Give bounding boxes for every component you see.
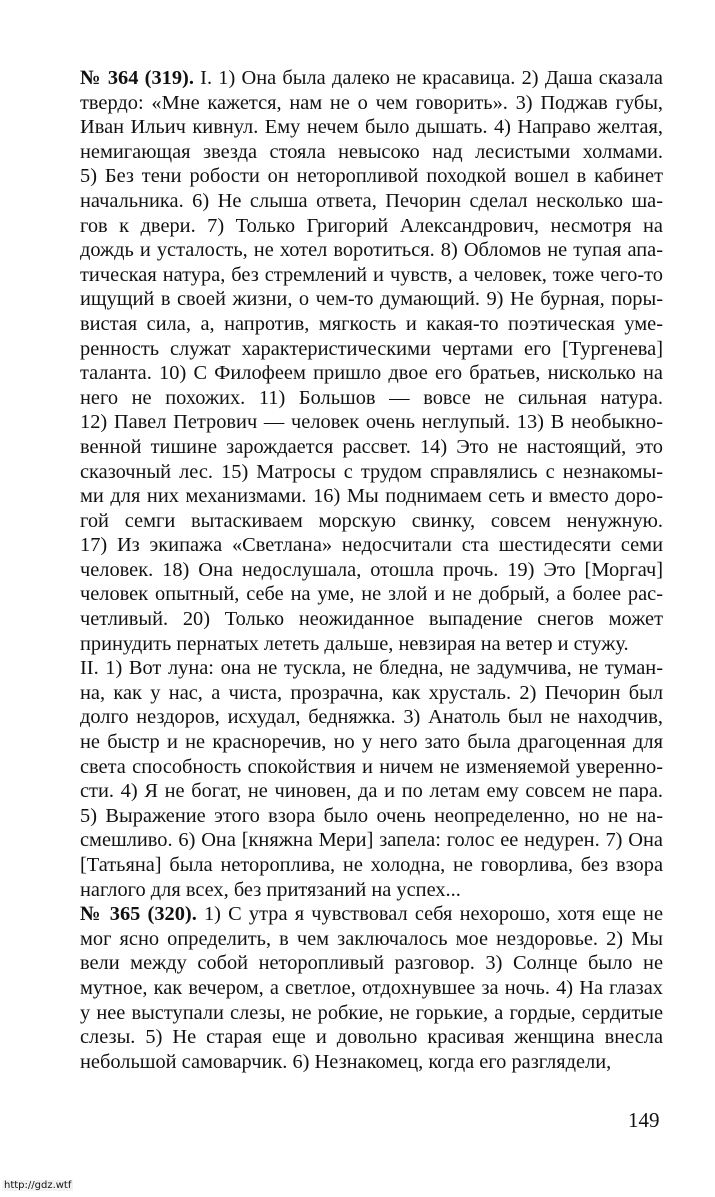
- text-line: [80, 558, 663, 583]
- text-line: [80, 410, 663, 435]
- line-text: него не похожих. 11) Большов — вовсе не сильная натура.: [80, 386, 663, 409]
- line-text: не быстр и не красноречив, но у него зато была драгоценная для: [80, 731, 663, 754]
- line-text: I. 1) Она была далеко не красавица. 2) Даша сказала: [193, 67, 663, 89]
- line-text: на, как у нас, а чиста, прозрачна, как хрусталь. 2) Печорин был: [80, 681, 663, 704]
- text-line: [80, 287, 663, 312]
- text-line: [80, 1025, 663, 1050]
- text-line: [80, 779, 663, 804]
- line-text: дождь и усталость, не хотел воротиться. 8) Обломов не тупая апа-: [80, 239, 663, 262]
- text-line: [80, 681, 663, 706]
- line-text: четливый. 20) Только неожиданное выпадение снегов может: [80, 608, 663, 631]
- text-line: [80, 312, 663, 337]
- text-line: [80, 927, 663, 952]
- text-line: [80, 164, 663, 189]
- text-line: [80, 386, 663, 411]
- text-line: [80, 705, 663, 730]
- text-line: [80, 607, 663, 632]
- line-text: небольшой самоварчик. 6) Незнакомец, когда его разглядели,: [80, 1050, 612, 1073]
- text-line: [80, 533, 663, 558]
- text-line: [80, 337, 663, 362]
- line-text: гой семги вытаскиваем морскую свинку, совсем ненужную.: [80, 509, 663, 532]
- text-line: [80, 656, 663, 681]
- line-text: ренность служат характеристическими чертами его [Тургенева]: [80, 337, 663, 360]
- line-text: мутное, как вечером, а светлое, отдохнувшее за ночь. 4) На глазах: [80, 976, 663, 999]
- text-line: [80, 263, 663, 288]
- line-text: 17) Из экипажа «Светлана» недосчитали ста шестидесяти семи: [80, 534, 663, 557]
- text-line: [80, 238, 663, 263]
- text-line: [80, 460, 663, 485]
- text-line: [80, 730, 663, 755]
- text-line: [80, 361, 663, 386]
- watermark: http://gdz.wtf: [4, 1180, 72, 1191]
- text-line: [80, 582, 663, 607]
- line-text: слезы. 5) Не старая еще и довольно красивая женщина внесла: [80, 1026, 663, 1049]
- line-text: [Татьяна] была нетороплива, не холодна, не говорлива, без взора: [80, 854, 663, 876]
- text-line: [80, 632, 663, 657]
- text-line: [80, 755, 663, 780]
- text-line: [80, 828, 663, 853]
- text-line: [80, 140, 663, 165]
- text-line: [80, 976, 663, 1001]
- text-line: [80, 853, 663, 878]
- text-line: [80, 1001, 663, 1026]
- text-line: [80, 115, 663, 140]
- line-text: Иван Ильич кивнул. Ему нечем было дышать. 4) Направо желтая,: [80, 116, 663, 139]
- text-line: [80, 66, 663, 91]
- line-text: немигающая звезда стояла невысоко над лесистыми холмами.: [80, 140, 663, 163]
- document-text: [80, 66, 663, 1074]
- line-text: человек. 18) Она недослушала, отошла прочь. 19) Это [Моргач]: [80, 558, 663, 581]
- line-text: гов к двери. 7) Только Григорий Александрович, несмотря на: [80, 214, 663, 237]
- line-text: начальника. 6) Не слыша ответа, Печорин сделал несколько ша-: [80, 189, 663, 212]
- line-text: смешливо. 6) Она [княжна Мери] запела: голос ее недурен. 7) Она: [80, 829, 663, 852]
- text-line: [80, 91, 663, 116]
- line-text: 12) Павел Петрович — человек очень неглупый. 13) В необыкно-: [80, 411, 663, 434]
- text-line: [80, 1050, 663, 1075]
- line-text: 5) Выражение этого взора было очень неопределенно, но не на-: [80, 804, 663, 827]
- text-line: [80, 804, 663, 829]
- text-line: [80, 509, 663, 534]
- line-text: человек опытный, себе на уме, не злой и не добрый, а более рас-: [80, 583, 663, 606]
- line-text: принудить пернатых лететь дальше, невзирая на ветер и стужу.: [80, 632, 629, 655]
- line-text: тическая натура, без стремлений и чувств, а человек, тоже чего-то: [80, 263, 663, 286]
- line-text: сказочный лес. 15) Матросы с трудом справлялись с незнакомы-: [80, 460, 663, 483]
- line-text: мог ясно определить, в чем заключалось мое нездоровье. 2) Мы: [80, 927, 663, 950]
- text-line: [80, 951, 663, 976]
- line-text: II. 1) Вот луна: она не тускла, не бледна, не задумчива, не туман-: [80, 657, 663, 680]
- line-text: 5) Без тени робости он неторопливой походкой вошел в кабинет: [80, 165, 663, 188]
- text-line: [80, 435, 663, 460]
- text-line: [80, 902, 663, 927]
- line-text: вели между собой неторопливый разговор. 3) Солнце было не: [80, 952, 663, 975]
- line-text: сти. 4) Я не богат, не чиновен, да и по летам ему совсем не пара.: [80, 780, 663, 803]
- line-text: у нее выступали слезы, не робкие, не горькие, а гордые, сердитые: [80, 1001, 663, 1024]
- line-text: света способность спокойствия и ничем не изменяемой уверенно-: [80, 755, 663, 778]
- exercise-number: № 364 (319).: [80, 67, 194, 89]
- text-line: [80, 878, 663, 903]
- line-text: твердо: «Мне кажется, нам не о чем говорить». 3) Поджав губы,: [80, 91, 663, 114]
- text-line: [80, 214, 663, 239]
- line-text: ищущий в своей жизни, о чем-то думающий. 9) Не бурная, поры-: [80, 288, 663, 311]
- line-text: долго нездоров, исхудал, бедняжка. 3) Анатоль был не находчив,: [80, 706, 663, 729]
- text-line: [80, 484, 663, 509]
- line-text: венной тишине зарождается рассвет. 14) Это не настоящий, это: [80, 435, 663, 458]
- line-text: 1) С утра я чувствовал себя нехорошо, хотя еще не: [196, 903, 663, 926]
- line-text: ми для них механизмами. 16) Мы поднимаем сеть и вместо доро-: [80, 485, 663, 508]
- exercise-number: № 365 (320).: [80, 903, 197, 926]
- line-text: наглого для всех, без притязаний на успех...: [80, 878, 461, 901]
- line-text: таланта. 10) С Филофеем пришло двое его братьев, нисколько на: [80, 362, 663, 385]
- page-number: 149: [628, 1108, 660, 1132]
- text-line: [80, 189, 663, 214]
- line-text: вистая сила, а, напротив, мягкость и какая-то поэтическая уме-: [80, 312, 663, 335]
